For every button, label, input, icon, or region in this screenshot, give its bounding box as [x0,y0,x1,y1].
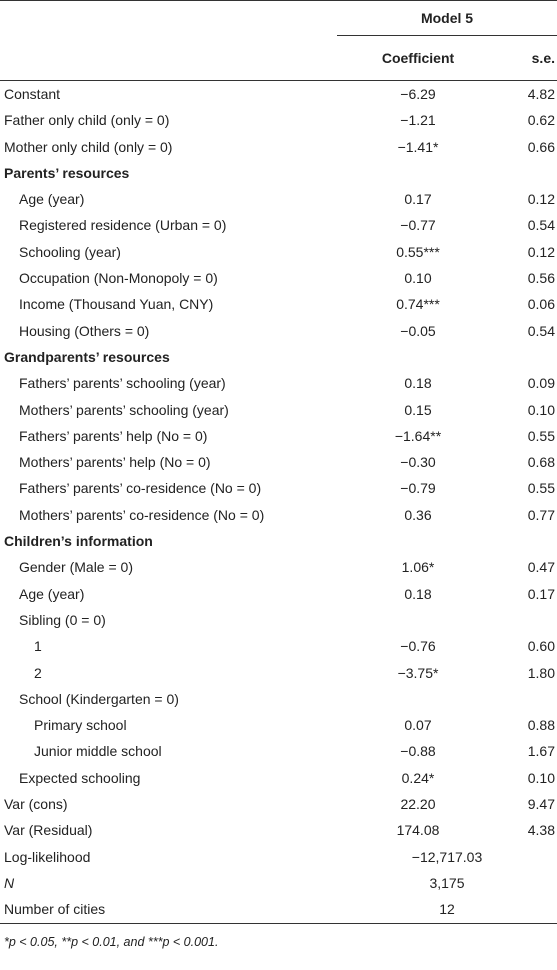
se-value: 0.10 [527,401,555,418]
se-value: 0.54 [527,217,555,234]
table-row [0,581,557,607]
coefficient-value: 0.55*** [396,243,440,260]
table-row [0,265,557,291]
table-row [0,817,557,843]
table-row [0,765,557,791]
section-row [0,344,557,370]
row-label: Var (Residual) [4,822,93,839]
row-label: School (Kindergarten = 0) [19,690,179,707]
row-label: Age (year) [19,191,85,208]
se-value: 0.56 [527,270,555,287]
table-row [0,660,557,686]
se-value: 1.67 [527,743,555,760]
footnote: *p < 0.05, **p < 0.01, and ***p < 0.001. [4,934,219,949]
row-label: Var (cons) [4,796,68,813]
row-label: Log-likelihood [4,848,91,865]
coefficient-value: 0.74*** [396,296,440,313]
se-value: 0.55 [527,427,555,444]
row-label: Schooling (year) [19,243,121,260]
table-row [0,475,557,501]
coefficient-value: 0.18 [404,375,432,392]
table-row [0,81,557,108]
coefficient-value: 0.15 [404,401,432,418]
table-row [0,633,557,659]
table-row [0,686,557,712]
se-value: 0.12 [527,243,555,260]
table-row [0,423,557,449]
table-row [0,291,557,317]
coefficient-value: 0.36 [404,506,432,523]
coefficient-value [337,686,499,712]
coefficient-value: −0.76 [400,638,436,655]
coefficient-value: 22.20 [400,796,436,813]
row-label: Mother only child (only = 0) [4,138,173,155]
coefficient-value: 0.17 [404,191,432,208]
coefficient-value: −0.88 [400,743,436,760]
coefficient-value: −1.21 [400,112,436,129]
merged-value: 3,175 [429,874,465,891]
se-value [499,607,557,633]
model-header: Model 5 [337,1,557,36]
row-label: Gender (Male = 0) [19,559,133,576]
se-value: 4.38 [527,822,555,839]
se-value: 0.06 [527,296,555,313]
se-value: 0.77 [527,506,555,523]
table-row [0,712,557,738]
row-label: Primary school [34,717,127,734]
se-value [499,686,557,712]
se-value: 0.88 [527,717,555,734]
coefficient-value: −0.05 [400,322,436,339]
row-label: Registered residence (Urban = 0) [19,217,227,234]
table-row [0,134,557,160]
row-label: Mothers’ parents’ help (No = 0) [19,454,211,471]
coefficient-value: −0.30 [400,454,436,471]
header-empty-cell [0,1,337,36]
row-label: Housing (Others = 0) [19,322,150,339]
se-value: 0.66 [527,138,555,155]
section-row [0,528,557,554]
coefficient-value: −0.77 [400,217,436,234]
row-label: Fathers’ parents’ co-residence (No = 0) [19,480,262,497]
coefficient-value: −0.79 [400,480,436,497]
table-row [0,397,557,423]
se-value: 1.80 [527,664,555,681]
table-row [0,318,557,344]
coefficient-value: −1.41* [397,138,439,155]
table-row [0,449,557,475]
coefficient-header: Coefficient [337,36,499,81]
coefficient-value: −1.64** [394,427,442,444]
row-label: 2 [34,664,42,681]
se-value: 0.55 [527,480,555,497]
se-value: 0.60 [527,638,555,655]
row-label: Occupation (Non-Monopoly = 0) [19,270,218,287]
table-row [0,502,557,528]
merged-value: 12 [337,896,557,923]
se-value: 0.09 [527,375,555,392]
row-label: Fathers’ parents’ help (No = 0) [19,427,208,444]
table-row [0,186,557,212]
row-label: Mothers’ parents’ co-residence (No = 0) [19,506,265,523]
coefficient-value: −6.29 [400,86,436,102]
coefficient-value [337,607,499,633]
header-row-model [0,1,557,36]
row-label: Fathers’ parents’ schooling (year) [19,375,226,392]
merged-value: −12,717.03 [411,848,483,865]
se-value: 0.12 [527,191,555,208]
se-value: 0.47 [527,559,555,576]
coefficient-value: 0.24* [401,769,435,786]
row-label: Sibling (0 = 0) [19,611,106,628]
row-label: Expected schooling [19,769,141,786]
coefficient-value: 0.10 [404,270,432,287]
se-value: 4.82 [527,86,555,102]
header-row-columns [0,36,557,81]
row-label: Age (year) [19,585,85,602]
section-heading: Children’s information [4,533,153,550]
table-row [0,212,557,238]
section-heading: Grandparents’ resources [4,348,170,365]
table-row [0,107,557,133]
table-row [0,791,557,817]
table-row [0,870,557,896]
table-row [0,607,557,633]
header-empty-cell [0,36,337,81]
se-header: s.e. [499,36,557,81]
se-value: 0.68 [527,454,555,471]
table-row [0,844,557,870]
row-label: N [4,874,15,891]
coefficient-value: 0.07 [404,717,432,734]
row-label: Income (Thousand Yuan, CNY) [19,296,214,313]
se-value: 0.10 [527,769,555,786]
row-label: 1 [34,638,42,655]
row-label: Number of cities [0,896,337,923]
row-label: Junior middle school [34,743,162,760]
coefficient-value: 0.18 [404,585,432,602]
table-row [0,239,557,265]
row-label: Mothers’ parents’ schooling (year) [19,401,229,418]
se-value: 0.54 [527,322,555,339]
se-value: 9.47 [527,796,555,813]
table-row [0,738,557,764]
se-value: 0.62 [527,112,555,129]
coefficient-value: 174.08 [396,822,440,839]
table-row [0,554,557,580]
section-heading: Parents’ resources [4,164,130,181]
row-label: Constant [4,86,61,102]
coefficient-value: −3.75* [397,664,439,681]
table-row [0,896,557,923]
table-row [0,370,557,396]
se-value: 0.17 [527,585,555,602]
coefficient-value: 1.06* [401,559,435,576]
section-row [0,160,557,186]
row-label: Father only child (only = 0) [4,112,170,129]
